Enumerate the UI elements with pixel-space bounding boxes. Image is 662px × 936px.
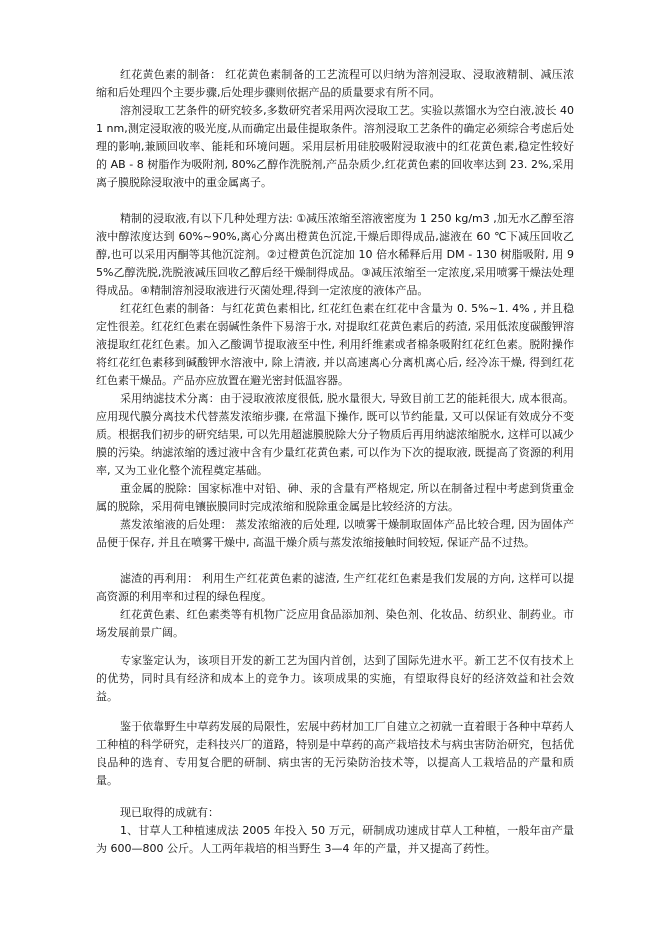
paragraph-safflower-red-preparation: 红花红色素的制备：与红花黄色素相比, 红花红色素在红花中含量为 0. 5%~1. 4% , 并且稳定性很差。红花红色素在弱碱性条件下易溶于水, 对提取红花黄色素后的药渣, 采用低浓度碳酸钾溶液提取红花红色素。加入乙酸调节提取液至中性, 利用纤维素或者棉条吸附红花红色素。脱附操作将红花红色素移到碱酸钾水溶液中, 除上清液, 并以高速离心分离机离心后, 经冷冻干燥, 得到红花红色素干燥品。产品亦应放置在避光密封低温容器。 <box>96 302 574 387</box>
paragraph-heavy-metal-removal: 重金属的脱除：国家标准中对铅、砷、汞的含量有严格规定, 所以在制备过程中考虑到货重金属的脱除，采用荷电镶嵌膜同时完成浓缩和脱除重金属是比较经济的方法。 <box>96 482 574 513</box>
paragraph-safflower-yellow-preparation: 红花黄色素的制备： 红花黄色素制备的工艺流程可以归纳为溶剂浸取、浸取液精制、减压浓缩和后处理四个主要步骤,后处理步骤则依据产品的质量要求有所不同。 <box>96 68 574 99</box>
paragraph-solvent-extraction: 溶剂浸取工艺条件的研究较多,多数研究者采用两次浸取工艺。实验以蒸馏水为空白液,波长 401 nm,测定浸取液的吸光度,从而确定出最佳提取条件。溶剂浸取工艺条件的确定必须综合考虑后处理的影响,兼顾回收率、能耗和环境问题。采用层析用硅胶吸附浸取液中的红花黄色素,稳定性较好的 AB - 8 树脂作为吸附剂, 80%乙醇作洗脱剂,产品杂质少,红花黄色素的回收率达到 23. 2%,采用离子膜脱除浸取液中的重金属离子。 <box>96 104 574 189</box>
paragraph-residue-reuse: 滤渣的再利用： 利用生产红花黄色素的滤渣, 生产红花红色素是我们发展的方向, 这样可以提高资源的利用率和过程的绿色程度。 <box>96 572 574 603</box>
paragraph-nanofiltration: 采用纳滤技术分离：由于浸取液浓度很低, 脱水量很大, 导致目前工艺的能耗很大, 成本很高。应用现代膜分离技术代替蒸发浓缩步骤, 在常温下操作, 既可以节约能量, 又可以保证有效成分不变质。根据我们初步的研究结果, 可以先用超滤膜脱除大分子物质后再用纳滤浓缩脱水, 这样可以减少膜的污染。纳滤浓缩的透过液中含有少量红花黄色素, 可以作为下次的提取液, 既提高了资源的利用率, 又为工业化整个流程奠定基础。 <box>96 392 574 477</box>
paragraph-expert-appraisal: 专家鉴定认为，该项目开发的新工艺为国内首创，达到了国际先进水平。新工艺不仅有技术上的优势，同时具有经济和成本上的竞争力。该项成果的实施，有望取得良好的经济效益和社会效益。 <box>96 654 574 703</box>
paragraph-achievements-heading: 现已取得的成就有： <box>120 806 219 819</box>
paragraph-licorice-cultivation: 1、甘草人工种植速成法 2005 年投入 50 万元，研制成功速成甘草人工种植，一般年亩产量为 600—800 公斤。人工两年栽培的相当野生 3—4 年的产量，并又提高了药性。 <box>96 824 574 855</box>
paragraph-applications: 红花黄色素、红色素类等有机物广泛应用食品添加剂、染色剂、化妆品、纺织业、制药业。市场发展前景广阔。 <box>96 608 574 639</box>
paragraph-refined-extract-treatment: 精制的浸取液,有以下几种处理方法: ①减压浓缩至溶液密度为 1 250 kg/m3 ,加无水乙醇至溶液中醇浓度达到 60%~90%,离心分离出橙黄色沉淀,干燥后即得成品,滤液在 60 ℃下减压回收乙醇,也可以采用丙酮等其他沉淀剂。②过橙黄色沉淀加 10 倍水稀释后用 DM - 130 树脂吸附, 用 95%乙醇洗脱,洗脱液减压回收乙醇后经干燥制得成品。③减压浓缩至一定浓度,采用喷雾干燥法处理得成品。④精制溶剂浸取液进行灭菌处理,得到一定浓度的液体产品。 <box>96 212 574 297</box>
paragraph-research-direction: 鉴于依靠野生中草药发展的局限性，宏展中药材加工厂自建立之初就一直着眼于各种中草药人工种植的科学研究，走科技兴厂的道路，特别是中草药的高产栽培技术与病虫害防治研究，包括优良品种的选育、专用复合肥的研制、病虫害的无污染防治技术等，以提高人工栽培品的产量和质量。 <box>96 720 574 787</box>
paragraph-evaporation-post-treatment: 蒸发浓缩液的后处理： 蒸发浓缩液的后处理, 以喷雾干燥制取固体产品比较合理, 因为固体产品便于保存, 并且在喷雾干燥中, 高温干燥介质与蒸发浓缩接触时间较短, 保证产品不过热。 <box>96 518 574 549</box>
